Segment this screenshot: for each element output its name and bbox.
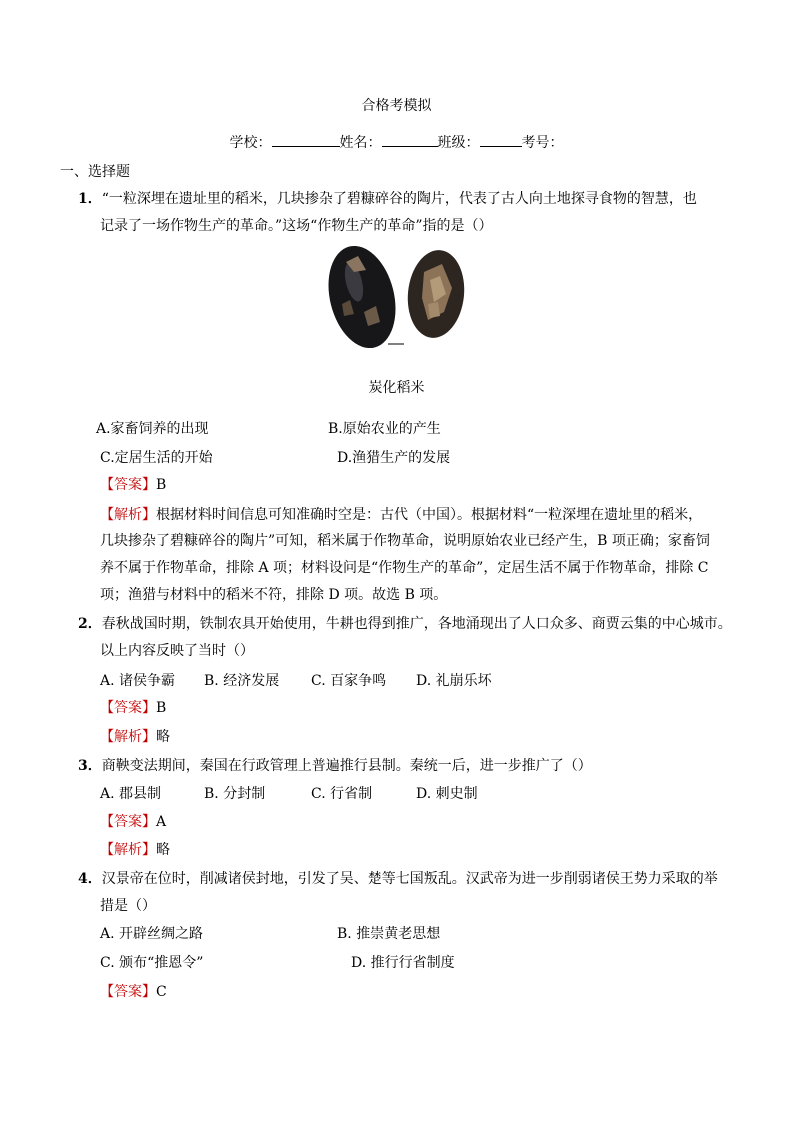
answer-value: B	[156, 477, 167, 493]
q1-analysis-line-1: 【解析】根据材料时间信息可知准确时空是：古代（中国）。根据材料“一粒深埋在遗址里的稻米，	[100, 507, 703, 523]
q4-option-c: C. 颁布“推恩令”	[100, 955, 204, 971]
q2-option-c: C. 百家争鸣	[311, 673, 387, 689]
student-info-line	[0, 132, 793, 153]
class-label: 班级：	[437, 135, 480, 151]
page-title: 合格考模拟	[361, 98, 432, 114]
q4-option-b: B. 推崇黄老思想	[337, 926, 441, 942]
school-label: 学校：	[229, 135, 272, 151]
question-number: 1．	[78, 191, 102, 207]
q3-option-a: A. 郡县制	[100, 786, 162, 802]
q1-option-c: C.定居生活的开始	[100, 450, 213, 466]
q3-analysis: 【解析】略	[100, 842, 170, 858]
class-blank[interactable]	[480, 132, 522, 147]
q2-answer: 【答案】B	[100, 700, 167, 716]
q3-option-d: D. 刺史制	[416, 786, 478, 802]
q4-option-a: A. 开辟丝绸之路	[100, 926, 204, 942]
q2-analysis: 【解析】略	[100, 729, 170, 745]
question-2-stem-line-2: 以上内容反映了当时（）	[100, 643, 254, 659]
question-number: 3．	[78, 758, 102, 774]
q1-option-d: D.渔猎生产的发展	[337, 450, 451, 466]
q1-option-b: B.原始农业的产生	[328, 421, 441, 437]
q1-option-a: A.家畜饲养的出现	[96, 421, 209, 437]
answer-tag: 【答案】	[100, 477, 156, 493]
school-blank[interactable]	[272, 132, 340, 147]
analysis-tag: 【解析】	[100, 507, 156, 523]
question-2-stem-line-1: 2．春秋战国时期，铁制农具开始使用，牛耕也得到推广，各地涌现出了人口众多、商贾云集的中心城市。	[78, 616, 732, 632]
q4-answer: 【答案】C	[100, 984, 167, 1000]
q1-analysis-line-3: 养不属于作物革命，排除 A 项；材料设问是“作物生产的革命”，定居生活不属于作物革命，排除 C	[100, 560, 709, 576]
question-1-stem-line-2: 记录了一场作物生产的革命。”这场“作物生产的革命”指的是（）	[100, 218, 493, 234]
q2-option-a: A. 诸侯争霸	[100, 673, 176, 689]
q1-analysis-line-2: 几块掺杂了碧糠碎谷的陶片”可知，稻米属于作物革命，说明原始农业已经产生，B 项正确；家畜饲	[100, 533, 710, 549]
name-label: 姓名：	[339, 135, 382, 151]
q3-option-c: C. 行省制	[311, 786, 373, 802]
q4-option-d: D. 推行行省制度	[351, 955, 455, 971]
q1-answer	[100, 475, 166, 495]
question-3-stem-line-1: 3．商鞅变法期间，秦国在行政管理上普遍推行县制。秦统一后，进一步推广了（）	[78, 758, 592, 774]
q3-answer: 【答案】A	[100, 814, 167, 830]
figure-caption: 炭化稻米	[368, 380, 425, 396]
q1-analysis-line-4: 项；渔猎与材料中的稻米不符，排除 D 项。故选 B 项。	[100, 587, 448, 603]
name-blank[interactable]	[382, 132, 438, 147]
q2-option-b: B. 经济发展	[204, 673, 280, 689]
question-1-stem-line-1: 1．“一粒深埋在遗址里的稻米，几块掺杂了碧糠碎谷的陶片，代表了古人向土地探寻食物的智慧，也	[78, 191, 697, 207]
q3-option-b: B. 分封制	[204, 786, 266, 802]
section-heading: 一、选择题	[60, 164, 130, 180]
q2-option-d: D. 礼崩乐坏	[416, 673, 492, 689]
number-label: 考号：	[521, 135, 564, 151]
carbonized-rice-image	[324, 242, 470, 354]
question-4-stem-line-1: 4．汉景帝在位时，削减诸侯封地，引发了吴、楚等七国叛乱。汉武帝为进一步削弱诸侯王势力采取的举	[78, 871, 718, 887]
question-number: 4．	[78, 871, 102, 887]
question-number: 2．	[78, 616, 102, 632]
question-4-stem-line-2: 措是（）	[100, 898, 156, 914]
